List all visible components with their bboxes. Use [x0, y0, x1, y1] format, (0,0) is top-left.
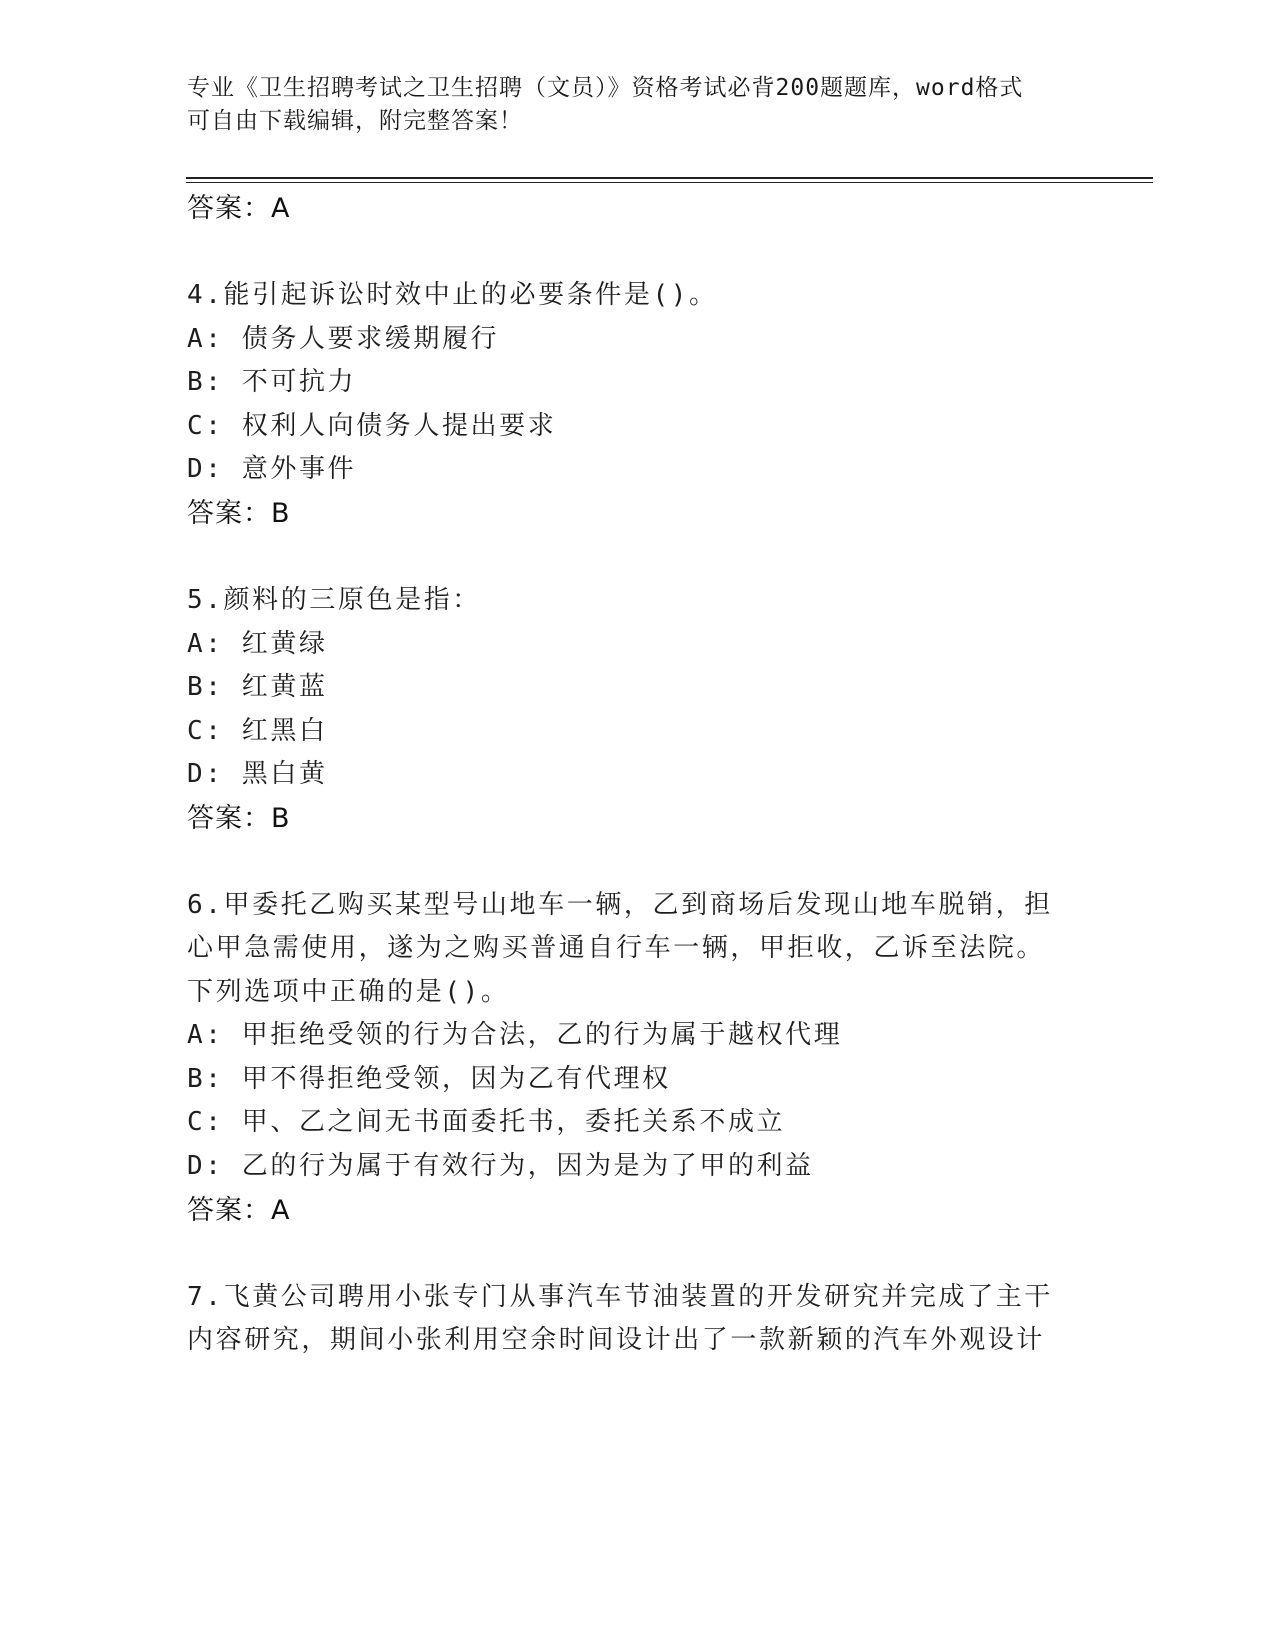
answer-q3: 答案：A — [187, 193, 291, 224]
question-7-stem-line-2: 内容研究，期间小张利用空余时间设计出了一款新颖的汽车外观设计 — [187, 1325, 1046, 1355]
document-header — [187, 72, 1067, 138]
question-6-option-c: C: 甲、乙之间无书面委托书，委托关系不成立 — [187, 1107, 786, 1137]
question-4-option-a: A: 债务人要求缓期履行 — [187, 324, 500, 354]
question-4-option-b: B: 不可抗力 — [187, 367, 357, 397]
question-6-stem-line-2: 心甲急需使用，遂为之购买普通自行车一辆，甲拒收，乙诉至法院。 — [187, 933, 1046, 963]
question-4-stem: 4.能引起诉讼时效中止的必要条件是()。 — [187, 280, 718, 310]
answer-q6: 答案：A — [187, 1195, 291, 1226]
question-5-stem: 5.颜料的三原色是指： — [187, 585, 481, 615]
answer-q4: 答案：B — [187, 498, 291, 529]
header-rule-thin — [186, 182, 1153, 183]
question-6-option-a: A: 甲拒绝受领的行为合法，乙的行为属于越权代理 — [187, 1020, 843, 1050]
header-line-1: 专业《卫生招聘考试之卫生招聘（文员）》资格考试必背200题题库，word格式 — [187, 75, 1024, 101]
question-5-option-b: B: 红黄蓝 — [187, 672, 328, 702]
question-5-option-d: D: 黑白黄 — [187, 759, 328, 789]
answer-q5: 答案：B — [187, 803, 291, 834]
question-4-option-c: C: 权利人向债务人提出要求 — [187, 411, 557, 441]
question-5-option-a: A: 红黄绿 — [187, 629, 328, 659]
question-5-option-c: C: 红黑白 — [187, 716, 328, 746]
question-6-option-d: D: 乙的行为属于有效行为，因为是为了甲的利益 — [187, 1151, 814, 1181]
header-rule-thick — [186, 177, 1153, 179]
question-7-stem-line-1: 7.飞黄公司聘用小张专门从事汽车节油装置的开发研究并完成了主干 — [187, 1282, 1053, 1312]
header-line-2: 可自由下载编辑，附完整答案！ — [187, 108, 523, 134]
question-6-stem-line-3: 下列选项中正确的是()。 — [187, 977, 510, 1007]
question-6-option-b: B: 甲不得拒绝受领，因为乙有代理权 — [187, 1064, 671, 1094]
question-6-stem-line-1: 6.甲委托乙购买某型号山地车一辆，乙到商场后发现山地车脱销，担 — [187, 890, 1053, 920]
question-4-option-d: D: 意外事件 — [187, 454, 357, 484]
